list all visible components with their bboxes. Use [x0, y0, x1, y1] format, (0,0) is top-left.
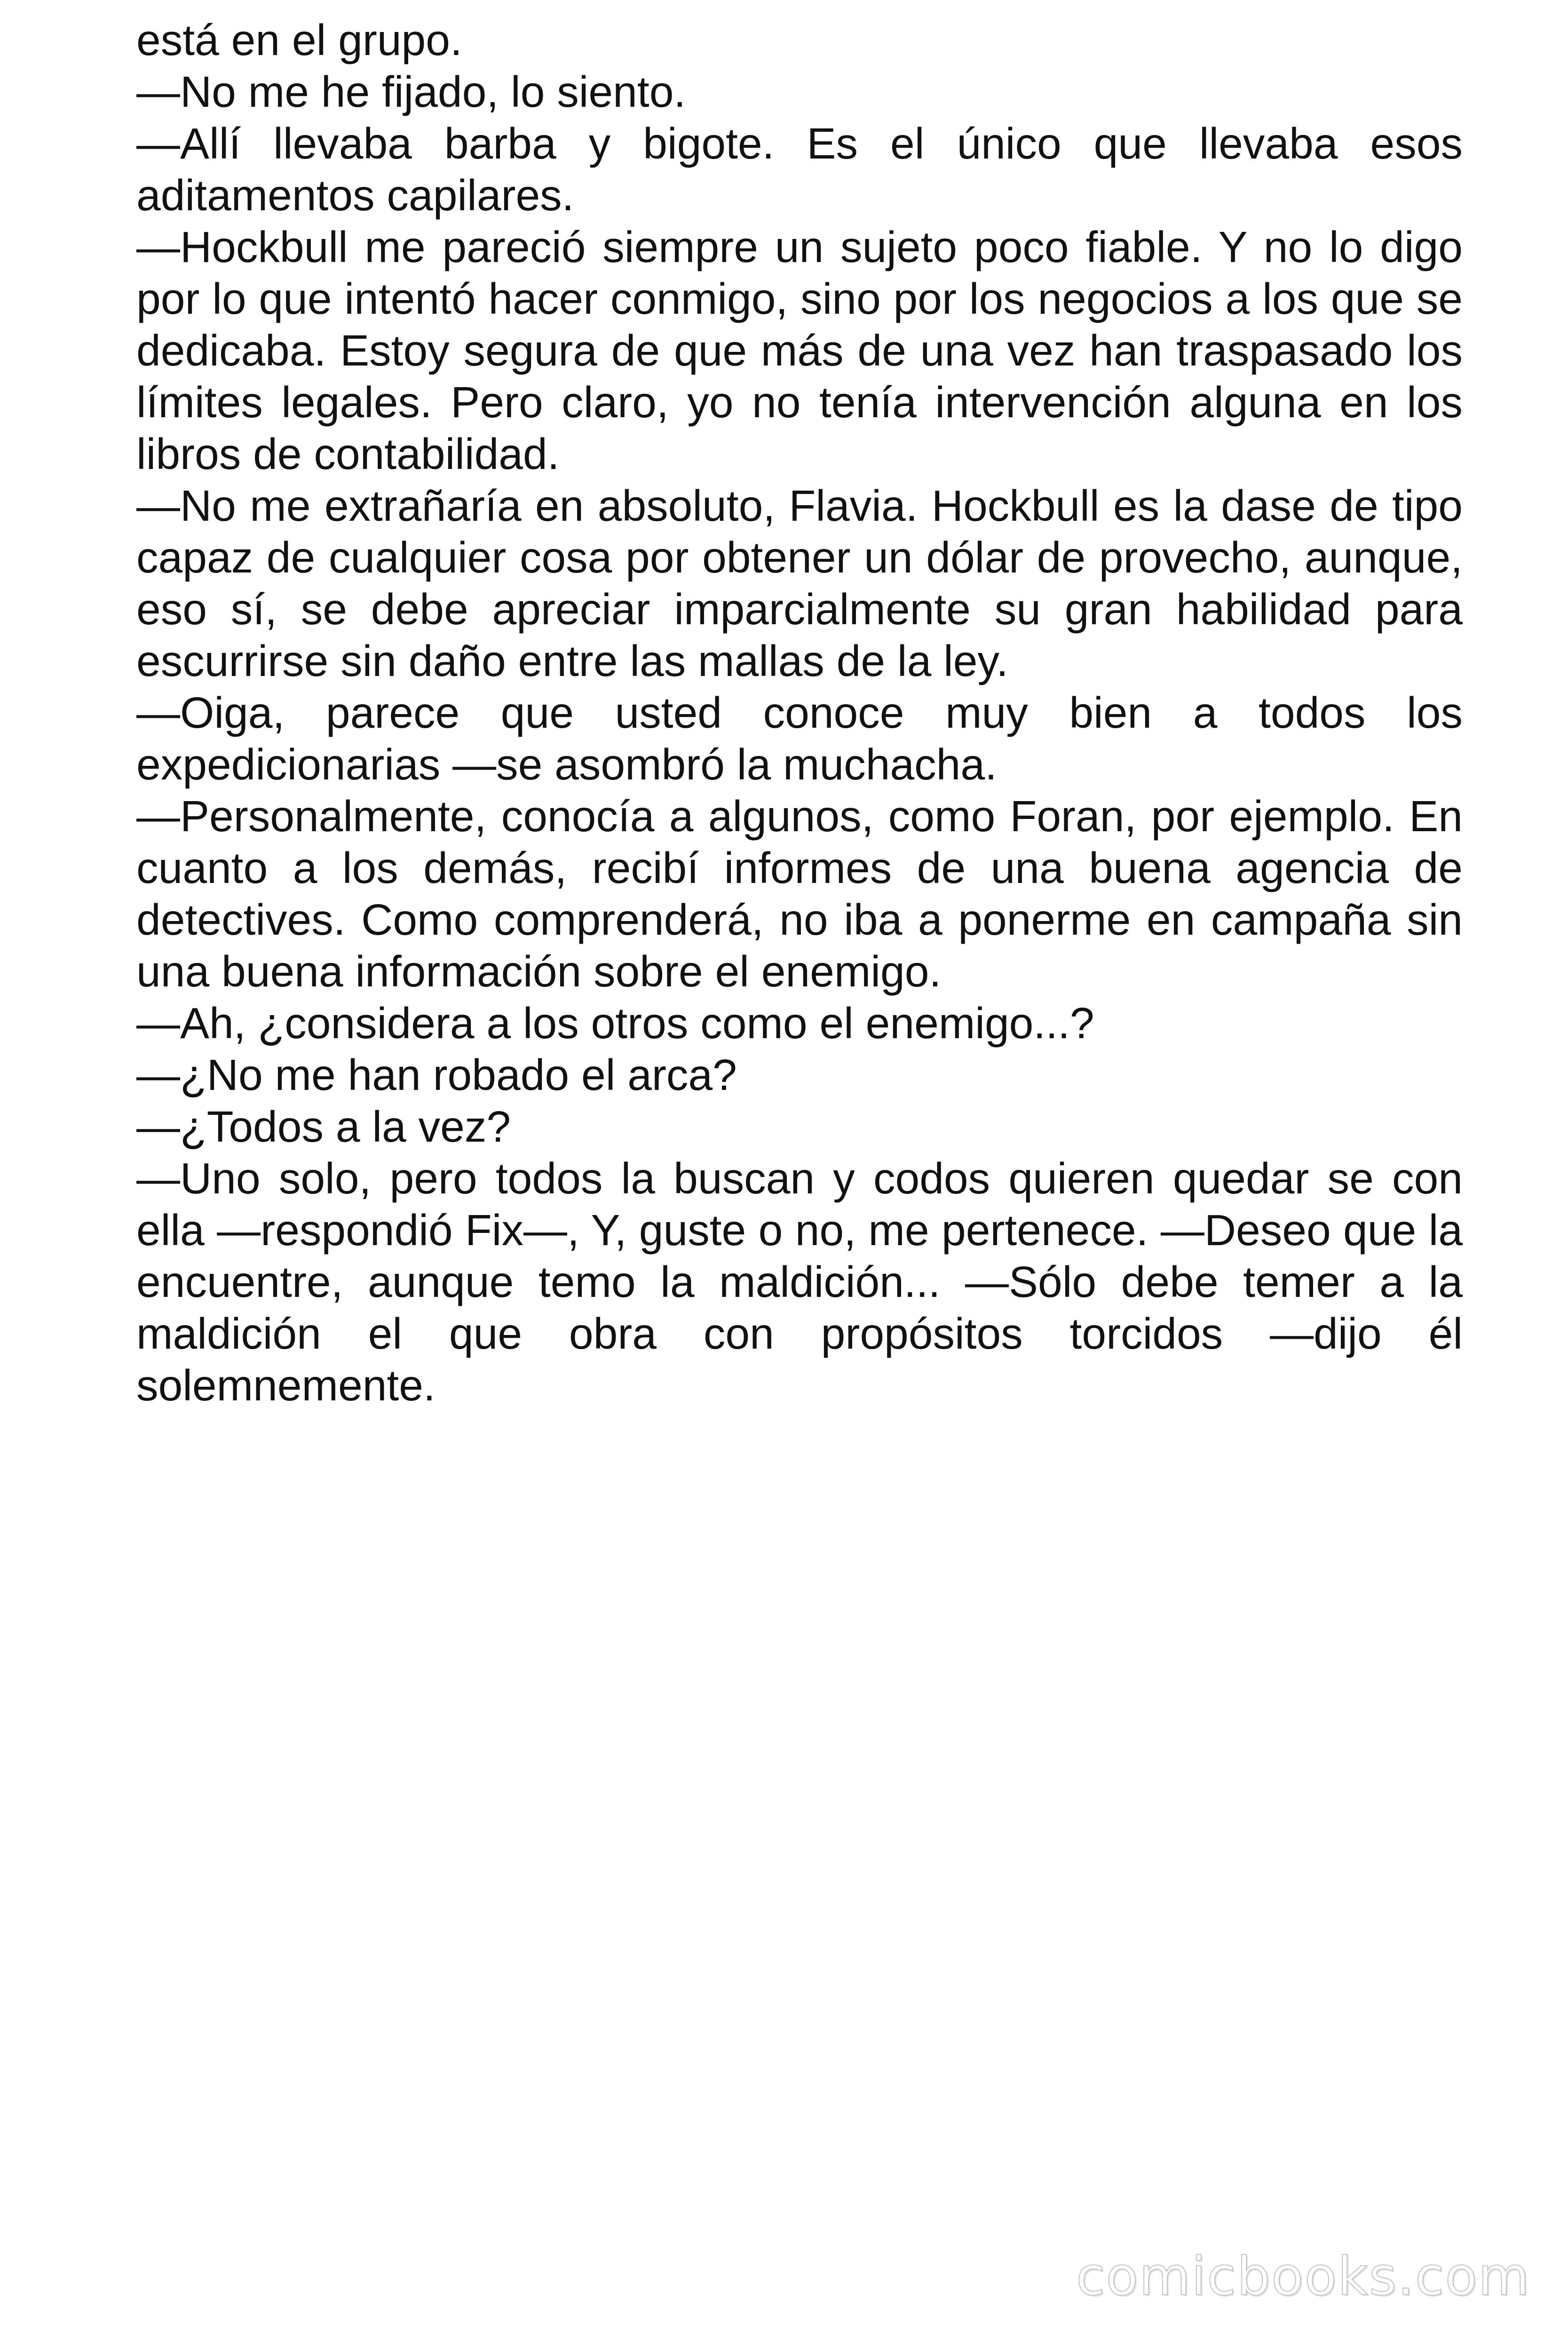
paragraph: —¿No me han robado el arca?: [136, 1050, 737, 1099]
paragraph: —Allí llevaba barba y bigote. Es el único que llevaba esos aditamentos capilares.: [136, 119, 1463, 220]
paragraph: está en el grupo.: [136, 16, 462, 64]
paragraph: —Oiga, parece que usted conoce muy bien a todos los expedicionarias —se asombró la muchacha.: [136, 688, 1463, 789]
watermark: comicbooks.com: [1076, 2246, 1530, 2307]
paragraph: —No me extrañaría en absoluto, Flavia. Hockbull es la dase de tipo capaz de cualquier cosa por obtener un dólar de provecho, aunque, eso sí, se debe apreciar imparcialmente su gran habilidad para escurrirse sin daño entre las mallas de la ley.: [136, 481, 1463, 685]
body-text: [136, 14, 1463, 1411]
paragraph: —Personalmente, conocía a algunos, como Foran, por ejemplo. En cuanto a los demás, recibí informes de una buena agencia de detectives. Como comprenderá, no iba a ponerme en campaña sin una buena información sobre el enemigo.: [136, 792, 1463, 996]
paragraph: —Ah, ¿considera a los otros como el enemigo...?: [136, 999, 1094, 1048]
paragraph: —¿Todos a la vez?: [136, 1102, 511, 1151]
paragraph: —Hockbull me pareció siempre un sujeto poco fiable. Y no lo digo por lo que intentó hacer conmigo, sino por los negocios a los que se dedicaba. Estoy segura de que más de una vez han traspasado los límites legales. Pero claro, yo no tenía intervención alguna en los libros de contabilidad.: [136, 222, 1463, 478]
paragraph: —No me he fijado, lo siento.: [136, 67, 686, 116]
paragraph: —Uno solo, pero todos la buscan y codos quieren quedar se con ella —respondió Fix—, Y, guste o no, me pertenece. —Deseo que la encuentre, aunque temo la maldición... —Sólo debe temer a la maldición el que obra con propósitos torcidos —dijo él solemnemente.: [136, 1154, 1463, 1410]
